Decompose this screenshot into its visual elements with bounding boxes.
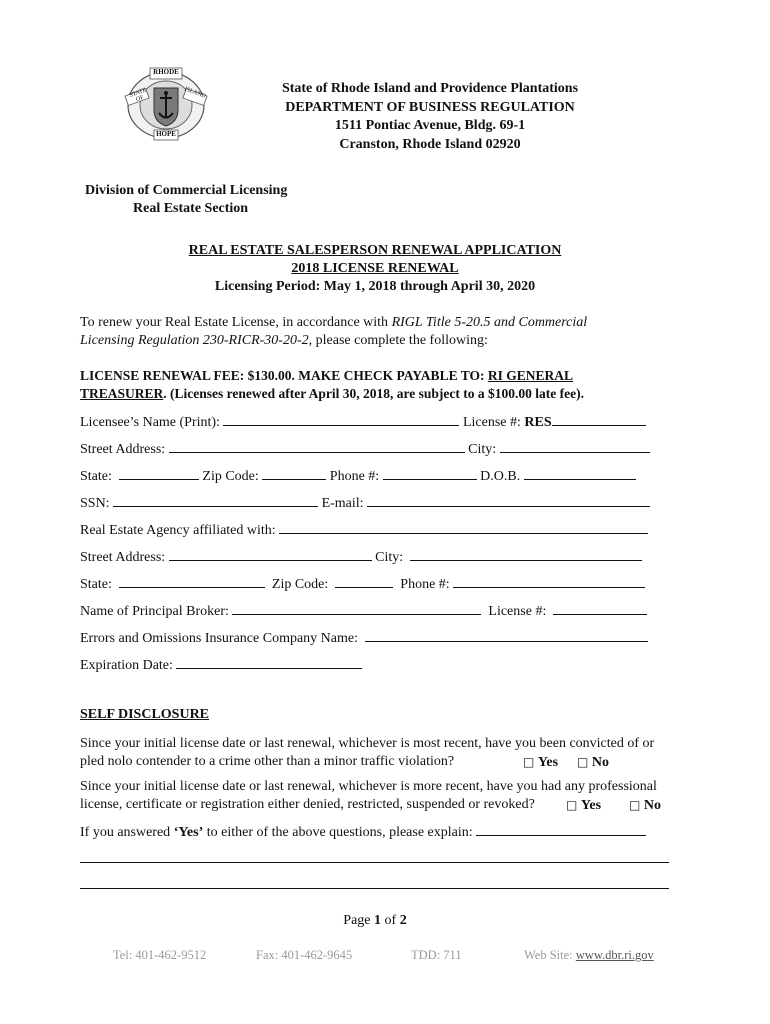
checkbox-icon: □: [523, 755, 535, 769]
title-line-1: REAL ESTATE SALESPERSON RENEWAL APPLICATION: [188, 243, 562, 258]
explain-text-1: If you answered: [80, 825, 174, 840]
intro-citation: RIGL Title 5-20.5 and Commercial Licensing Regulation 230-RICR-30-20-2,: [80, 315, 588, 348]
phone-field[interactable]: [383, 466, 477, 480]
checkbox-icon: □: [629, 798, 641, 812]
zip-code-label: Zip Code:: [202, 469, 259, 484]
footer-tel: Tel: 401-462-9512: [113, 948, 207, 962]
licensee-name-field[interactable]: [223, 412, 459, 426]
agency-state-zip-row: [80, 574, 645, 594]
intro-text-1: To renew your Real Estate License, in accordance with: [80, 315, 392, 330]
licensee-name-label: Licensee’s Name (Print):: [80, 415, 220, 430]
page-current: 1: [374, 913, 382, 928]
license-number-field[interactable]: [552, 412, 646, 426]
fee-paragraph: [80, 367, 625, 403]
eo-company-label: Errors and Omissions Insurance Company Name:: [80, 631, 358, 646]
explain-yes: ‘Yes’: [173, 825, 204, 840]
footer-fax: Fax: 401-462-9645: [256, 948, 353, 962]
header-line-3: 1511 Pontiac Avenue, Bldg. 69-1: [334, 118, 526, 133]
yes-label: Yes: [580, 798, 602, 813]
agency-state-field[interactable]: [119, 574, 265, 588]
email-field[interactable]: [367, 493, 650, 507]
fee-payee: RI GENERAL TREASURER: [80, 368, 573, 401]
broker-license-field[interactable]: [553, 601, 647, 615]
no-label: No: [643, 798, 661, 813]
agency-address-row: [80, 547, 642, 567]
email-label: E-mail:: [321, 496, 364, 511]
question-1-no[interactable]: [577, 753, 609, 772]
intro-paragraph: [80, 314, 640, 350]
licensee-name-row: [80, 412, 646, 432]
title-line-3: Licensing Period: May 1, 2018 through April 30, 2020: [214, 279, 536, 294]
street-address-row: [80, 439, 650, 459]
state-label: State:: [80, 469, 112, 484]
fee-text-2: . (Licenses renewed after April 30, 2018, are subject to a $100.00 late fee).: [163, 386, 584, 401]
broker-row: [80, 601, 647, 621]
division-name: Division of Commercial Licensing: [85, 183, 288, 198]
agency-city-field[interactable]: [410, 547, 642, 561]
state-zip-phone-row: [80, 466, 636, 486]
header-line-1: State of Rhode Island and Providence Plantations: [281, 81, 579, 96]
header-line-4: Cranston, Rhode Island 02920: [339, 136, 521, 152]
license-prefix: RES: [524, 415, 552, 430]
street-address-label: Street Address:: [80, 442, 166, 457]
question-2-line-1: Since your initial license date or last renewal, whichever is more recent, have you had any professional: [80, 779, 657, 794]
checkbox-icon: □: [566, 798, 578, 812]
section-name: Real Estate Section: [133, 201, 249, 216]
state-field[interactable]: [119, 466, 199, 480]
explain-line-3[interactable]: [80, 888, 669, 889]
agency-label: Real Estate Agency affiliated with:: [80, 523, 276, 538]
ssn-label: SSN:: [80, 496, 110, 511]
explain-row: [80, 822, 646, 842]
no-label: No: [591, 755, 609, 770]
phone-label: Phone #:: [329, 469, 380, 484]
agency-state-label: State:: [80, 577, 112, 592]
state-seal-logo: [124, 66, 208, 149]
explain-line-2[interactable]: [80, 862, 669, 863]
city-label: City:: [468, 442, 497, 457]
expiration-row: [80, 655, 362, 675]
explain-field[interactable]: [476, 822, 646, 836]
page-number: [80, 913, 670, 929]
agency-header: [230, 80, 630, 154]
seal-left-text: STATE OF: [128, 87, 148, 103]
eo-company-field[interactable]: [365, 628, 648, 642]
agency-phone-field[interactable]: [453, 574, 645, 588]
self-disclosure-heading: SELF DISCLOSURE: [80, 707, 210, 722]
footer-web-label: Web Site:: [524, 948, 576, 962]
zip-code-field[interactable]: [262, 466, 326, 480]
question-2-yes[interactable]: [566, 796, 601, 815]
expiration-field[interactable]: [176, 655, 362, 669]
header-line-2: DEPARTMENT OF BUSINESS REGULATION: [285, 99, 575, 115]
question-2-line-2: license, certificate or registration either denied, restricted, suspended or revoked?: [80, 797, 535, 812]
agency-field[interactable]: [279, 520, 648, 534]
explain-text-2: to either of the above questions, please explain:: [203, 825, 473, 840]
agency-street-label: Street Address:: [80, 550, 166, 565]
broker-license-label: License #:: [488, 604, 547, 619]
agency-row: [80, 520, 648, 540]
checkbox-icon: □: [577, 755, 589, 769]
broker-field[interactable]: [232, 601, 481, 615]
eo-row: [80, 628, 648, 648]
question-1-line-1: Since your initial license date or last renewal, whichever is most recent, have you been convicted of or: [80, 736, 655, 751]
expiration-label: Expiration Date:: [80, 658, 173, 673]
seal-bottom-text: HOPE: [156, 130, 176, 138]
street-address-field[interactable]: [169, 439, 465, 453]
seal-right-text: ISLAND: [183, 86, 207, 100]
title-line-2: 2018 LICENSE RENEWAL: [291, 261, 459, 276]
agency-city-label: City:: [375, 550, 404, 565]
dob-label: D.O.B.: [480, 469, 521, 484]
ssn-field[interactable]: [113, 493, 318, 507]
agency-phone-label: Phone #:: [400, 577, 450, 592]
question-1-line-2: pled nolo contender to a crime other than a minor traffic violation?: [80, 754, 455, 769]
broker-label: Name of Principal Broker:: [80, 604, 229, 619]
ssn-email-row: [80, 493, 650, 513]
page-word: Page: [343, 913, 371, 928]
question-2-no[interactable]: [629, 796, 661, 815]
question-2: [80, 778, 661, 814]
page-of: of: [384, 913, 397, 928]
form-title: [80, 242, 670, 296]
city-field[interactable]: [500, 439, 650, 453]
footer-tdd: TDD: 711: [411, 948, 462, 962]
page-total: 2: [399, 913, 407, 928]
agency-zip-label: Zip Code:: [271, 577, 329, 592]
dob-field[interactable]: [524, 466, 636, 480]
question-1-yes[interactable]: [523, 753, 558, 772]
agency-zip-field[interactable]: [335, 574, 393, 588]
fee-text-1: LICENSE RENEWAL FEE: $130.00. MAKE CHECK PAYABLE TO:: [80, 368, 488, 383]
question-1: [80, 735, 654, 771]
footer-website: [524, 948, 654, 963]
intro-text-2: please complete the following:: [312, 333, 488, 348]
agency-street-field[interactable]: [169, 547, 372, 561]
footer-web-link[interactable]: www.dbr.ri.gov: [575, 948, 654, 962]
yes-label: Yes: [537, 755, 559, 770]
seal-top-text: RHODE: [153, 68, 179, 76]
license-number-label: License #:: [462, 415, 521, 430]
